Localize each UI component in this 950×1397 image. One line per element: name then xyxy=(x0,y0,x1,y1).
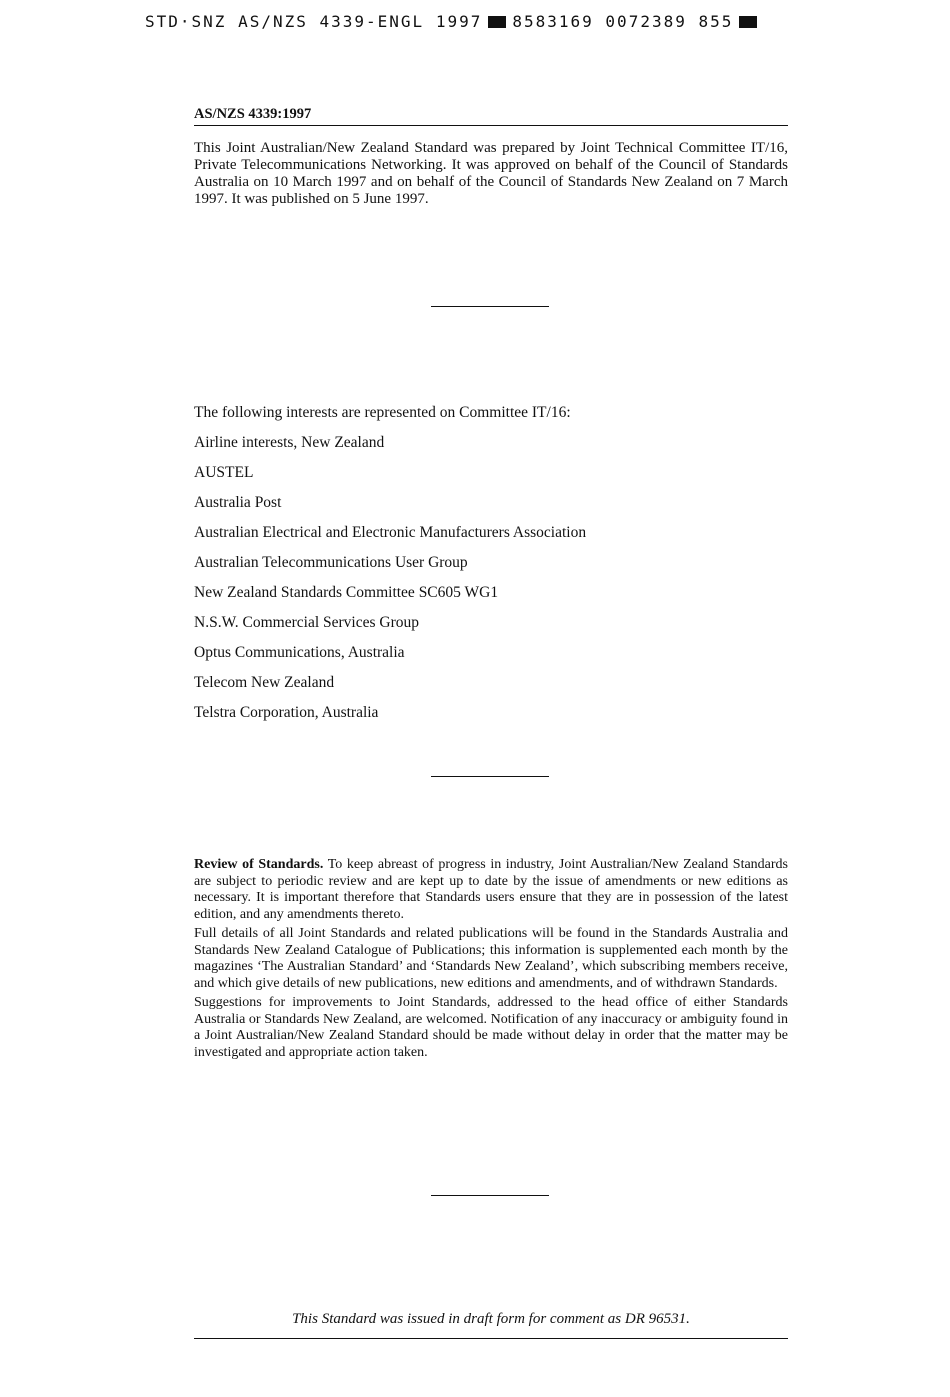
review-paragraph-3: Suggestions for improvements to Joint Standards, addressed to the head office of either Standards Australia or Standards New Zealand, are welcomed. Notification of any inaccuracy or ambiguity found in a Joint Australian/New Zealand Standard should be made without delay in order that the matter may be investigated and appropriate action taken. xyxy=(194,995,788,1060)
interests-heading: The following interests are represented on Committee IT/16: xyxy=(194,404,571,421)
interest-item: Australian Electrical and Electronic Manufacturers Association xyxy=(194,524,587,541)
title-rule xyxy=(194,125,788,126)
interest-item: New Zealand Standards Committee SC605 WG1 xyxy=(194,584,499,601)
review-lead: Review of Standards. xyxy=(194,857,324,872)
review-paragraph-2: Full details of all Joint Standards and related publications will be found in the Standards Australia and Standards New Zealand Catalogue of Publications; this information is supplemented each month by the magazines ‘The Australian Standard’ and ‘Standards New Zealand’, which subscribing members receive, and which give details of new publications, new editions and amendments, and of withdrawn Standards. xyxy=(194,926,788,991)
interest-item: Australian Telecommunications User Group xyxy=(194,554,468,571)
review-paragraph-1 xyxy=(194,857,788,923)
barcode-block-mark-end xyxy=(739,16,757,28)
preparation-paragraph: This Joint Australian/New Zealand Standard was prepared by Joint Technical Committee IT/16, Private Telecommunications Networking. It was approved on behalf of the Council of Standards Australia on 10 March 1997 and on behalf of the Council of Standards New Zealand on 7 March 1997. It was published on 5 June 1997. xyxy=(194,140,788,207)
interest-item: Australia Post xyxy=(194,494,282,511)
barcode-block-mark xyxy=(488,16,506,28)
document-code-header xyxy=(145,12,825,31)
section-divider-3 xyxy=(431,1195,549,1196)
bottom-rule xyxy=(194,1338,788,1339)
draft-note: This Standard was issued in draft form for comment as DR 96531. xyxy=(292,1311,690,1327)
review-of-standards xyxy=(194,857,788,1064)
committee-interests xyxy=(194,403,788,733)
interest-item: Optus Communications, Australia xyxy=(194,644,405,661)
standard-title: AS/NZS 4339:1997 xyxy=(194,106,312,122)
review-paragraph-1-text: To keep abreast of progress in industry, Joint Australian/New Zealand Standards are subject to periodic review and are kept up to date by the issue of amendments or new editions as necessary. It is important therefore that Standards users ensure that they are in possession of the latest edition, and any amendments thereto. xyxy=(194,857,789,922)
section-divider-1 xyxy=(431,306,549,307)
interest-item: N.S.W. Commercial Services Group xyxy=(194,614,419,631)
document-code-part1: STD·SNZ AS/NZS 4339-ENGL 1997 xyxy=(145,12,483,31)
document-code-part2: 8583169 0072389 855 xyxy=(512,12,734,31)
section-divider-2 xyxy=(431,776,549,777)
interest-item: Telecom New Zealand xyxy=(194,674,335,691)
interest-item: AUSTEL xyxy=(194,464,254,481)
interest-item: Airline interests, New Zealand xyxy=(194,434,385,451)
interest-item: Telstra Corporation, Australia xyxy=(194,704,379,721)
